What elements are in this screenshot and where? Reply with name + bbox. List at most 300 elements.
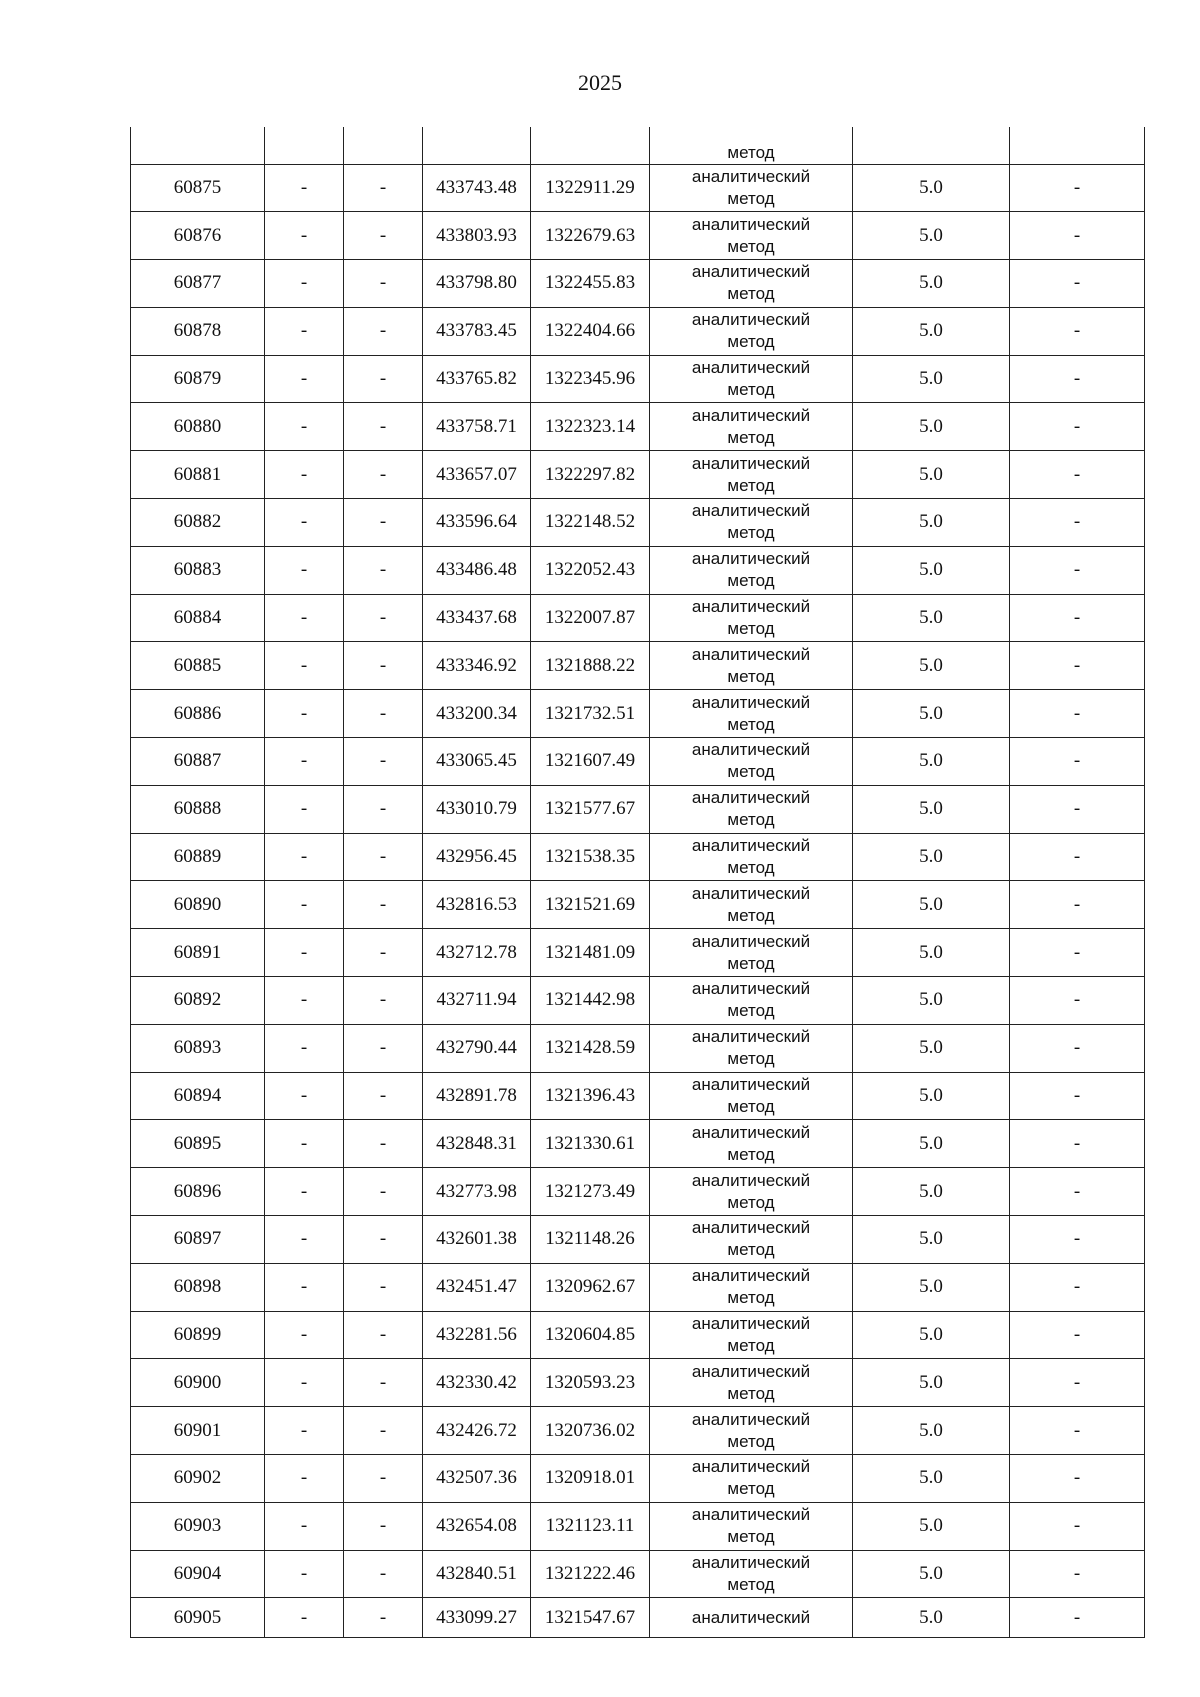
x-coordinate-cell: 433437.68 — [423, 594, 531, 642]
note-cell: - — [1010, 929, 1145, 977]
table-row — [131, 1072, 1145, 1120]
point-id-cell: 60893 — [131, 1024, 265, 1072]
table-row — [131, 1502, 1145, 1550]
y-coordinate-cell: 1321521.69 — [531, 881, 650, 929]
note-cell: - — [1010, 1311, 1145, 1359]
dash-cell: - — [265, 164, 344, 212]
point-id-cell: 60901 — [131, 1407, 265, 1455]
dash-cell: - — [265, 738, 344, 786]
method-line-2: метод — [727, 1240, 775, 1260]
dash-cell: - — [344, 594, 423, 642]
method-line-2: метод — [727, 1479, 775, 1499]
method-line-2: метод — [727, 1527, 775, 1547]
method-line-1: аналитический — [691, 358, 811, 378]
dash-cell: - — [344, 1550, 423, 1598]
method-line-2: метод — [727, 1192, 775, 1212]
y-coordinate-cell: 1320736.02 — [531, 1407, 650, 1455]
table-row — [131, 212, 1145, 260]
dash-cell: - — [344, 451, 423, 499]
method-line-1: аналитический — [691, 692, 811, 712]
method-line-2: метод — [727, 762, 775, 782]
method-cell — [650, 1550, 853, 1598]
x-coordinate-cell: 433743.48 — [423, 164, 531, 212]
x-coordinate-cell: 433486.48 — [423, 546, 531, 594]
x-coordinate-cell: 433783.45 — [423, 307, 531, 355]
note-cell: - — [1010, 833, 1145, 881]
method-cell — [650, 546, 853, 594]
note-cell: - — [1010, 738, 1145, 786]
accuracy-cell: 5.0 — [853, 1072, 1010, 1120]
note-cell: - — [1010, 403, 1145, 451]
dash-cell: - — [265, 307, 344, 355]
method-line-2: метод — [727, 666, 775, 686]
table-row — [131, 881, 1145, 929]
x-coordinate-cell: 433758.71 — [423, 403, 531, 451]
point-id-cell: 60905 — [131, 1598, 265, 1638]
dash-cell: - — [344, 260, 423, 308]
dash-cell: - — [344, 1120, 423, 1168]
dash-cell: - — [344, 977, 423, 1025]
table-row — [131, 307, 1145, 355]
method-line-2: метод — [727, 284, 775, 304]
note-cell: - — [1010, 1263, 1145, 1311]
dash-cell: - — [265, 1359, 344, 1407]
dash-cell: - — [265, 833, 344, 881]
dash-cell: - — [344, 785, 423, 833]
method-line-1: аналитический — [691, 1075, 811, 1095]
method-line-1: аналитический — [691, 979, 811, 999]
point-id-cell: 60881 — [131, 451, 265, 499]
accuracy-cell: 5.0 — [853, 1598, 1010, 1638]
note-cell: - — [1010, 1550, 1145, 1598]
point-id-cell: 60875 — [131, 164, 265, 212]
method-cell — [650, 785, 853, 833]
note-cell: - — [1010, 1216, 1145, 1264]
dash-cell: - — [265, 1168, 344, 1216]
x-coordinate-cell — [423, 127, 531, 164]
dash-cell: - — [265, 785, 344, 833]
y-coordinate-cell: 1321273.49 — [531, 1168, 650, 1216]
table-body — [131, 127, 1145, 1638]
method-cell — [650, 642, 853, 690]
y-coordinate-cell: 1321222.46 — [531, 1550, 650, 1598]
method-line-1: аналитический — [691, 1409, 811, 1429]
dash-cell: - — [265, 260, 344, 308]
note-cell: - — [1010, 307, 1145, 355]
method-cell — [650, 499, 853, 547]
method-cell: метод — [650, 127, 853, 164]
method-cell — [650, 451, 853, 499]
y-coordinate-cell: 1321428.59 — [531, 1024, 650, 1072]
x-coordinate-cell: 433798.80 — [423, 260, 531, 308]
point-id-cell: 60895 — [131, 1120, 265, 1168]
y-coordinate-cell: 1321330.61 — [531, 1120, 650, 1168]
method-line-1: аналитический — [691, 597, 811, 617]
table-row — [131, 929, 1145, 977]
dash-cell: - — [265, 1455, 344, 1503]
method-cell — [650, 1216, 853, 1264]
method-line-1: аналитический — [691, 166, 811, 186]
dash-cell — [265, 127, 344, 164]
dash-cell: - — [344, 738, 423, 786]
y-coordinate-cell: 1321442.98 — [531, 977, 650, 1025]
dash-cell — [344, 127, 423, 164]
point-id-cell: 60884 — [131, 594, 265, 642]
method-line-1: аналитический — [691, 1266, 811, 1286]
x-coordinate-cell: 433596.64 — [423, 499, 531, 547]
y-coordinate-cell: 1321577.67 — [531, 785, 650, 833]
method-line-1: аналитический — [691, 1314, 811, 1334]
accuracy-cell: 5.0 — [853, 833, 1010, 881]
accuracy-cell: 5.0 — [853, 164, 1010, 212]
accuracy-cell: 5.0 — [853, 403, 1010, 451]
note-cell: - — [1010, 260, 1145, 308]
x-coordinate-cell: 432281.56 — [423, 1311, 531, 1359]
method-line-1: аналитический — [691, 1122, 811, 1142]
method-line-2: метод — [727, 905, 775, 925]
accuracy-cell: 5.0 — [853, 1455, 1010, 1503]
x-coordinate-cell: 433065.45 — [423, 738, 531, 786]
method-cell — [650, 1263, 853, 1311]
method-line-1: аналитический — [691, 214, 811, 234]
dash-cell: - — [265, 1072, 344, 1120]
y-coordinate-cell: 1322455.83 — [531, 260, 650, 308]
method-line-1: аналитический — [691, 549, 811, 569]
dash-cell: - — [265, 1550, 344, 1598]
method-cell — [650, 977, 853, 1025]
table-row — [131, 1120, 1145, 1168]
y-coordinate-cell: 1321148.26 — [531, 1216, 650, 1264]
y-coordinate-cell: 1322345.96 — [531, 355, 650, 403]
method-line-1: аналитический — [691, 788, 811, 808]
point-id-cell: 60877 — [131, 260, 265, 308]
method-line-1: аналитический — [691, 453, 811, 473]
note-cell: - — [1010, 499, 1145, 547]
dash-cell: - — [344, 212, 423, 260]
method-line-2: метод — [727, 810, 775, 830]
note-cell: - — [1010, 355, 1145, 403]
table-row — [131, 642, 1145, 690]
accuracy-cell: 5.0 — [853, 1216, 1010, 1264]
method-line-2: метод — [727, 858, 775, 878]
method-line-1: аналитический — [691, 644, 811, 664]
y-coordinate-cell — [531, 127, 650, 164]
method-cell — [650, 212, 853, 260]
page-number: 2025 — [578, 70, 622, 95]
x-coordinate-cell: 432816.53 — [423, 881, 531, 929]
method-line-2: метод — [727, 475, 775, 495]
dash-cell: - — [344, 1024, 423, 1072]
dash-cell: - — [344, 929, 423, 977]
method-line-1: аналитический — [691, 1027, 811, 1047]
point-id-cell: 60891 — [131, 929, 265, 977]
y-coordinate-cell: 1322007.87 — [531, 594, 650, 642]
point-id-cell: 60878 — [131, 307, 265, 355]
method-line-2: метод — [727, 1336, 775, 1356]
y-coordinate-cell: 1322679.63 — [531, 212, 650, 260]
y-coordinate-cell: 1321547.67 — [531, 1598, 650, 1638]
dash-cell: - — [344, 690, 423, 738]
y-coordinate-cell: 1320604.85 — [531, 1311, 650, 1359]
dash-cell: - — [344, 546, 423, 594]
point-id-cell — [131, 127, 265, 164]
point-id-cell: 60900 — [131, 1359, 265, 1407]
x-coordinate-cell: 433010.79 — [423, 785, 531, 833]
y-coordinate-cell: 1322148.52 — [531, 499, 650, 547]
table-row — [131, 833, 1145, 881]
dash-cell: - — [265, 1120, 344, 1168]
method-line-1: аналитический — [691, 740, 811, 760]
note-cell — [1010, 127, 1145, 164]
table-row — [131, 977, 1145, 1025]
method-line-1: аналитический — [691, 931, 811, 951]
note-cell: - — [1010, 1168, 1145, 1216]
table-row — [131, 1407, 1145, 1455]
dash-cell: - — [265, 1024, 344, 1072]
point-id-cell: 60876 — [131, 212, 265, 260]
method-line-2: метод — [727, 714, 775, 734]
method-cell — [650, 403, 853, 451]
x-coordinate-cell: 433803.93 — [423, 212, 531, 260]
accuracy-cell: 5.0 — [853, 355, 1010, 403]
method-cell — [650, 355, 853, 403]
x-coordinate-cell: 432601.38 — [423, 1216, 531, 1264]
point-id-cell: 60888 — [131, 785, 265, 833]
table-row — [131, 594, 1145, 642]
dash-cell: - — [265, 1407, 344, 1455]
method-line-1: аналитический — [691, 501, 811, 521]
table-row — [131, 499, 1145, 547]
dash-cell: - — [344, 164, 423, 212]
point-id-cell: 60903 — [131, 1502, 265, 1550]
method-cell — [650, 881, 853, 929]
table-row — [131, 785, 1145, 833]
table-row — [131, 1216, 1145, 1264]
table-row — [131, 738, 1145, 786]
method-line-2: метод — [727, 523, 775, 543]
method-line-2: метод — [727, 1431, 775, 1451]
accuracy-cell: 5.0 — [853, 1168, 1010, 1216]
method-cell — [650, 1455, 853, 1503]
dash-cell: - — [265, 977, 344, 1025]
dash-cell: - — [344, 1263, 423, 1311]
dash-cell: - — [344, 881, 423, 929]
dash-cell: - — [344, 1407, 423, 1455]
note-cell: - — [1010, 1072, 1145, 1120]
dash-cell: - — [265, 1311, 344, 1359]
dash-cell: - — [265, 1216, 344, 1264]
table-row — [131, 1024, 1145, 1072]
note-cell: - — [1010, 1407, 1145, 1455]
x-coordinate-cell: 432790.44 — [423, 1024, 531, 1072]
accuracy-cell: 5.0 — [853, 1311, 1010, 1359]
x-coordinate-cell: 433099.27 — [423, 1598, 531, 1638]
accuracy-cell: 5.0 — [853, 1407, 1010, 1455]
x-coordinate-cell: 432451.47 — [423, 1263, 531, 1311]
method-cell — [650, 1407, 853, 1455]
method-cell — [650, 1072, 853, 1120]
y-coordinate-cell: 1322052.43 — [531, 546, 650, 594]
point-id-cell: 60890 — [131, 881, 265, 929]
y-coordinate-cell: 1322297.82 — [531, 451, 650, 499]
method-line-2: метод — [727, 1049, 775, 1069]
accuracy-cell: 5.0 — [853, 977, 1010, 1025]
method-line-1: аналитический — [691, 405, 811, 425]
method-cell — [650, 929, 853, 977]
dash-cell: - — [344, 1359, 423, 1407]
note-cell: - — [1010, 1024, 1145, 1072]
method-line-1: аналитический — [691, 836, 811, 856]
dash-cell: - — [344, 307, 423, 355]
method-cell — [650, 1502, 853, 1550]
table-row-last — [131, 1598, 1145, 1638]
y-coordinate-cell: 1322323.14 — [531, 403, 650, 451]
note-cell: - — [1010, 881, 1145, 929]
note-cell: - — [1010, 690, 1145, 738]
point-id-cell: 60898 — [131, 1263, 265, 1311]
dash-cell: - — [265, 642, 344, 690]
accuracy-cell: 5.0 — [853, 785, 1010, 833]
accuracy-cell: 5.0 — [853, 1120, 1010, 1168]
note-cell: - — [1010, 1359, 1145, 1407]
x-coordinate-cell: 432848.31 — [423, 1120, 531, 1168]
method-line-1: аналитический — [691, 883, 811, 903]
accuracy-cell: 5.0 — [853, 1263, 1010, 1311]
accuracy-cell: 5.0 — [853, 642, 1010, 690]
y-coordinate-cell: 1321481.09 — [531, 929, 650, 977]
table-row — [131, 1168, 1145, 1216]
dash-cell: - — [265, 355, 344, 403]
note-cell: - — [1010, 642, 1145, 690]
accuracy-cell — [853, 127, 1010, 164]
dash-cell: - — [265, 1263, 344, 1311]
dash-cell: - — [344, 642, 423, 690]
accuracy-cell: 5.0 — [853, 1024, 1010, 1072]
method-cell — [650, 1311, 853, 1359]
point-id-cell: 60882 — [131, 499, 265, 547]
accuracy-cell: 5.0 — [853, 929, 1010, 977]
table-row — [131, 355, 1145, 403]
method-line-2: метод — [727, 1575, 775, 1594]
x-coordinate-cell: 432507.36 — [423, 1455, 531, 1503]
dash-cell: - — [344, 1502, 423, 1550]
method-line-2: метод — [727, 1097, 775, 1117]
y-coordinate-cell: 1321888.22 — [531, 642, 650, 690]
dash-cell: - — [265, 1598, 344, 1638]
dash-cell: - — [265, 594, 344, 642]
note-cell: - — [1010, 785, 1145, 833]
method-line-2: метод — [727, 380, 775, 400]
x-coordinate-cell: 432711.94 — [423, 977, 531, 1025]
method-cell — [650, 1359, 853, 1407]
dash-cell: - — [265, 212, 344, 260]
point-id-cell: 60894 — [131, 1072, 265, 1120]
method-cell — [650, 307, 853, 355]
table-row — [131, 451, 1145, 499]
accuracy-cell: 5.0 — [853, 260, 1010, 308]
method-line-2: метод — [727, 1144, 775, 1164]
accuracy-cell: 5.0 — [853, 1502, 1010, 1550]
method-line-2: метод — [727, 332, 775, 352]
note-cell: - — [1010, 546, 1145, 594]
method-cell — [650, 1168, 853, 1216]
note-cell: - — [1010, 1455, 1145, 1503]
table-row — [131, 1359, 1145, 1407]
x-coordinate-cell: 433200.34 — [423, 690, 531, 738]
x-coordinate-cell: 433657.07 — [423, 451, 531, 499]
note-cell: - — [1010, 164, 1145, 212]
dash-cell: - — [265, 690, 344, 738]
method-cell — [650, 164, 853, 212]
method-line-2: метод — [727, 188, 775, 208]
method-line-1: аналитический — [691, 310, 811, 330]
accuracy-cell: 5.0 — [853, 594, 1010, 642]
dash-cell: - — [344, 1168, 423, 1216]
table-row — [131, 1311, 1145, 1359]
table-row — [131, 403, 1145, 451]
y-coordinate-cell: 1321538.35 — [531, 833, 650, 881]
method-cell — [650, 1120, 853, 1168]
accuracy-cell: 5.0 — [853, 546, 1010, 594]
note-cell: - — [1010, 1598, 1145, 1638]
point-id-cell: 60883 — [131, 546, 265, 594]
x-coordinate-cell: 432956.45 — [423, 833, 531, 881]
accuracy-cell: 5.0 — [853, 212, 1010, 260]
x-coordinate-cell: 432891.78 — [423, 1072, 531, 1120]
dash-cell: - — [265, 499, 344, 547]
point-id-cell: 60896 — [131, 1168, 265, 1216]
method-line-2: метод — [727, 953, 775, 973]
method-cell — [650, 1024, 853, 1072]
dash-cell: - — [344, 1455, 423, 1503]
x-coordinate-cell: 433765.82 — [423, 355, 531, 403]
point-id-cell: 60886 — [131, 690, 265, 738]
method-cell — [650, 833, 853, 881]
method-line-2: метод — [727, 1383, 775, 1403]
dash-cell: - — [344, 499, 423, 547]
dash-cell: - — [344, 403, 423, 451]
x-coordinate-cell: 432330.42 — [423, 1359, 531, 1407]
point-id-cell: 60904 — [131, 1550, 265, 1598]
method-cell: аналитический — [650, 1598, 853, 1638]
coordinates-table-container — [130, 127, 1144, 1638]
accuracy-cell: 5.0 — [853, 499, 1010, 547]
x-coordinate-cell: 432426.72 — [423, 1407, 531, 1455]
method-line-1: аналитический — [691, 1505, 811, 1525]
dash-cell: - — [344, 1598, 423, 1638]
y-coordinate-cell: 1322404.66 — [531, 307, 650, 355]
x-coordinate-cell: 432712.78 — [423, 929, 531, 977]
method-line-1: аналитический — [691, 1218, 811, 1238]
method-line-2: метод — [727, 427, 775, 447]
table-row — [131, 260, 1145, 308]
point-id-cell: 60879 — [131, 355, 265, 403]
y-coordinate-cell: 1321732.51 — [531, 690, 650, 738]
dash-cell: - — [344, 1311, 423, 1359]
method-cell — [650, 594, 853, 642]
x-coordinate-cell: 432773.98 — [423, 1168, 531, 1216]
point-id-cell: 60889 — [131, 833, 265, 881]
dash-cell: - — [344, 355, 423, 403]
continuation-row — [131, 127, 1145, 164]
y-coordinate-cell: 1320962.67 — [531, 1263, 650, 1311]
method-line-2: метод — [727, 1001, 775, 1021]
coordinates-table — [130, 127, 1145, 1638]
y-coordinate-cell: 1320593.23 — [531, 1359, 650, 1407]
point-id-cell: 60899 — [131, 1311, 265, 1359]
table-row — [131, 164, 1145, 212]
table-row — [131, 1455, 1145, 1503]
